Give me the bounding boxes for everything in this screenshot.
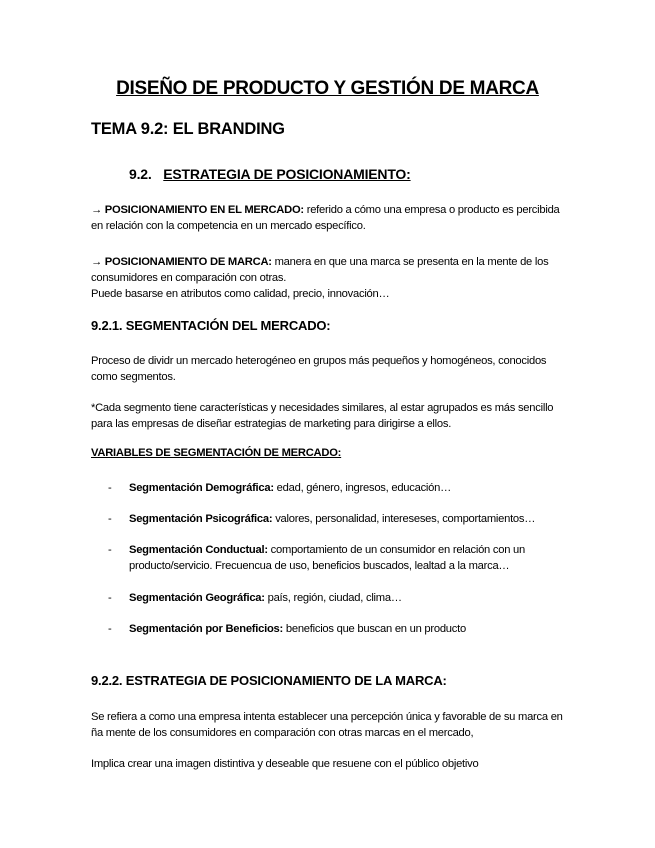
segmentation-paragraph-2: *Cada segmento tiene características y necesidades similares, al estar agrupados es más sencillo para las empresas de diseñar estrategias de marketing para dirigirse a ellos.	[91, 402, 554, 430]
list-item-text: país, región, ciudad, clima…	[264, 592, 402, 604]
subsection-heading-brand-strategy: 9.2.2. ESTRATEGIA DE POSICIONAMIENTO DE LA MARCA:	[91, 673, 447, 688]
definition-text: referido a cómo una empresa o producto es percibida en relación con la competencia en un mercado específico.	[91, 204, 560, 232]
list-item-term: Segmentación por Beneficios:	[129, 623, 284, 635]
segmentation-paragraph-1: Proceso de dividr un mercado heterogéneo en grupos más pequeños y homogéneos, conocidos como segmentos.	[91, 355, 547, 383]
list-item-term: Segmentación Demográfica:	[129, 482, 274, 494]
topic-heading: TEMA 9.2: EL BRANDING	[91, 120, 285, 138]
bullet-marker: -	[108, 513, 112, 525]
definition-term: → POSICIONAMIENTO EN EL MERCADO:	[91, 204, 304, 216]
list-item-term: Segmentación Psicográfica:	[129, 513, 273, 525]
list-item-text: comportamiento de un consumidor en relación con un producto/servicio. Frecuencua de uso, beneficios buscados, lealtad a la marca…	[129, 544, 525, 572]
list-item-term: Segmentación Conductual:	[129, 544, 268, 556]
section-label: ESTRATEGIA DE POSICIONAMIENTO:	[163, 166, 411, 182]
list-item	[108, 590, 568, 606]
bullet-marker: -	[108, 623, 112, 635]
document-title: DISEÑO DE PRODUCTO Y GESTIÓN DE MARCA	[116, 78, 539, 99]
bullet-marker: -	[108, 482, 112, 494]
subsection-heading-segmentation: 9.2.1. SEGMENTACIÓN DEL MERCADO:	[91, 318, 331, 333]
list-item-text: edad, género, ingresos, educación…	[273, 482, 452, 494]
variables-heading: VARIABLES DE SEGMENTACIÓN DE MERCADO:	[91, 447, 342, 459]
list-item	[108, 511, 568, 527]
list-item	[108, 621, 568, 637]
definition-term: → POSICIONAMIENTO DE MARCA:	[91, 256, 272, 268]
list-item	[108, 480, 568, 496]
list-item	[108, 542, 568, 574]
strategy-paragraph-1: Se refiera a como una empresa intenta establecer una percepción única y favorable de su marca en ña mente de los consumidores en comparación con otras marcas en el mercado,	[91, 711, 563, 739]
list-item-text: beneficios que buscan en un producto	[283, 623, 466, 635]
definition-brand-positioning	[91, 254, 571, 302]
strategy-paragraph-2: Implica crear una imagen distintiva y deseable que resuene con el público objetivo	[91, 758, 479, 770]
list-item-term: Segmentación Geográfica:	[129, 592, 265, 604]
definition-text: manera en que una marca se presenta en la mente de los consumidores en comparación con otras.	[91, 256, 549, 284]
bullet-marker: -	[108, 592, 112, 604]
bullet-marker: -	[108, 544, 112, 556]
list-item-text: valores, personalidad, intereseses, comportamientos…	[272, 513, 536, 525]
section-number: 9.2.	[129, 166, 152, 182]
section-heading	[129, 166, 411, 182]
definition-extra: Puede basarse en atributos como calidad, precio, innovación…	[91, 288, 390, 300]
definition-market-positioning	[91, 202, 571, 234]
